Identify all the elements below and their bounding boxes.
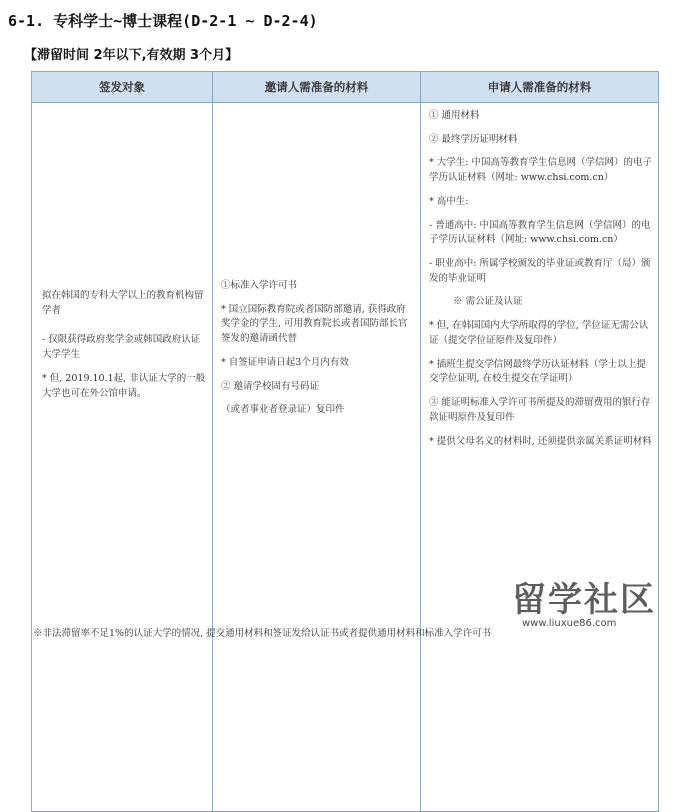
inviter-materials-cell — [213, 103, 421, 812]
applicant-note-parents: * 提供父母名义的材料时, 还须提供亲属关系证明材料 — [429, 435, 652, 447]
applicant-materials-cell — [421, 103, 659, 812]
target-text-main: 拟在韩国的专科大学以上的教育机构留学者 — [42, 290, 204, 316]
applicant-item-1: ① 通用材料 — [429, 110, 480, 121]
target-text-note: * 但, 2019.10.1起, 非认证大学的一般大学也可在外公馆申请。 — [42, 372, 206, 399]
inviter-note-1: * 国立国际教育院或者国防部邀请, 获得政府奖学金的学生, 可用教育院长或者国防部长官签发的邀请函代替 — [221, 303, 408, 345]
issue-target-cell — [32, 103, 213, 812]
applicant-note-korea-degree: * 但, 在韩国国内大学所取得的学位, 学位证无需公认证（提交学位证原件及复印件） — [429, 320, 649, 346]
applicant-note-notarize: ※ 需公证及认证 — [453, 296, 523, 308]
header-issue-target: 签发对象 — [32, 72, 213, 103]
inviter-item-2: ② 邀请学校固有号码证 — [221, 380, 320, 392]
applicant-note-transfer: * 插班生提交学信网最终学历认证材料（学士以上提交学位证明, 在校生提交在学证明） — [429, 358, 646, 385]
page-title: 6-1. 专科学士~博士课程(D-2-1 ~ D-2-4) — [8, 12, 318, 30]
table-header-row — [32, 72, 659, 103]
applicant-note-vocational-hs: - 职业高中: 所属学校颁发的毕业证或教育厅（局）颁发的毕业证明 — [429, 258, 651, 284]
applicant-note-highschool: * 高中生: — [429, 195, 469, 207]
watermark-main-text: 留学社区 — [512, 580, 656, 620]
applicant-note-college: * 大学生: 中国高等教育学生信息网（学信网）的电子学历认证材料（网址: www.chsi.com.cn） — [429, 157, 652, 184]
applicant-item-3: ③ 能证明标准入学许可书所提及的滞留费用的银行存款证明原件及复印件 — [429, 397, 651, 423]
inviter-item-2-cont: （或者事业者登录证）复印件 — [221, 404, 345, 416]
visa-materials-table — [31, 71, 659, 812]
applicant-item-2: ② 最终学历证明材料 — [429, 133, 518, 145]
applicant-note-general-hs: - 普通高中: 中国高等教育学生信息网（学信网）的电子学历认证材料（网址: www.chsi.com.cn） — [429, 219, 651, 246]
target-text-scholarship: - 仅限获得政府奖学金或韩国政府认证大学学生 — [42, 334, 201, 361]
inviter-note-2: * 自签证申请日起3个月内有效 — [221, 356, 349, 368]
watermark-url: www.liuxue86.com — [522, 618, 617, 629]
footnote: ※非法滞留率不足1%的认证大学的情况, 提交通用材料和签证发给认证书或者提供通用材料和标准入学许可书 — [33, 628, 492, 639]
table-row — [32, 103, 659, 812]
stay-period-subtitle: 【滞留时间 2年以下,有效期 3个月】 — [24, 48, 239, 63]
header-inviter-materials: 邀请人需准备的材料 — [213, 72, 421, 103]
header-applicant-materials: 申请人需准备的材料 — [421, 72, 659, 103]
inviter-item-1: ①标准入学许可书 — [221, 280, 298, 291]
